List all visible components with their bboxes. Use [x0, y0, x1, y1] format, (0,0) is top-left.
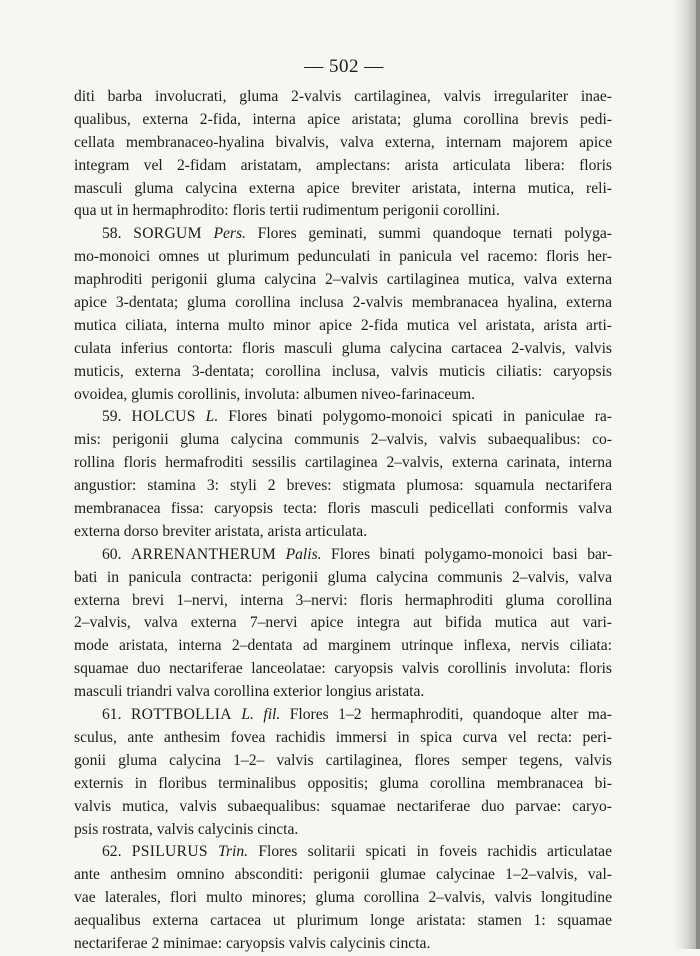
text-fragment: Flores binati polygomo-monoici spicati in paniculae ra-: [228, 408, 612, 426]
text-line: externa dorso breviter aristata, arista articulata.: [74, 522, 368, 540]
genus-authority: Pers.: [213, 225, 246, 243]
paragraph-genus-61: [74, 704, 612, 841]
entry-number: 62.: [102, 843, 122, 861]
text-line: rollina floris hermafroditi sessilis cartilaginea 2–valvis, externa carinata, interna: [74, 454, 612, 472]
paragraph-genus-58: [74, 223, 612, 406]
text-line: diti barba involucrati, gluma 2-valvis cartilaginea, valvis irregulariter inae-: [74, 88, 612, 105]
entry-number: 59.: [102, 408, 122, 426]
genus-name: ARRENANTHERUM: [130, 545, 277, 563]
text-fragment: Flores solitarii spicati in foveis rachidis articulatae: [258, 843, 612, 861]
paragraph-genus-59: [74, 406, 612, 543]
text-line: valvis mutica, valvis subaequalibus: squamae nectariferae duo parvae: caryo-: [74, 797, 612, 815]
text-fragment: Flores geminati, summi quandoque ternati polyga-: [257, 225, 613, 243]
genus-authority: L.: [205, 408, 219, 426]
text-line: gonii gluma calycina 1–2– valvis cartilaginea, flores semper tegens, valvis: [74, 751, 612, 769]
genus-name: HOLCUS: [131, 408, 196, 426]
text-line: externis in floribus terminalibus oppositis; gluma corollina membranacea bi-: [74, 774, 612, 792]
text-line: membranacea fissa: caryopsis tecta: floris masculi pedicellati conformis valva: [74, 500, 612, 518]
paragraph-genus-60: [74, 544, 612, 704]
text-line: angustior: stamina 3: styli 2 breves: stigmata plumosa: squamula nectarifera: [74, 477, 612, 495]
text-line: mo-monoici omnes ut plurimum pedunculati in panicula vel racemo: floris her-: [74, 248, 612, 266]
text-line: mode aristata, interna 2–dentata ad marginem utrinque inflexa, nervis ciliata:: [74, 637, 612, 655]
text-line: sculus, ante anthesim fovea rachidis immersi in spica curva vel recta: peri-: [74, 728, 612, 746]
text-line: vae laterales, flori multo minores; gluma corollina 2–valvis, valvis longitudine: [74, 889, 612, 907]
text-line: qua ut in hermaphrodito: floris tertii rudimentum perigonii corollini.: [74, 202, 500, 220]
entry-number: 61.: [102, 706, 122, 724]
text-line: masculi gluma calycina externa apice breviter aristata, interna mutica, reli-: [74, 179, 612, 197]
paragraph-continuation: [74, 86, 612, 223]
text-line: bati in panicula contracta: perigonii gluma calycina communis 2–valvis, valva: [74, 568, 612, 586]
genus-name: ROTTBOLLIA: [130, 706, 232, 724]
text-line: 2–valvis, valva externa 7–nervi apice integra aut bifida mutica aut vari-: [74, 614, 612, 632]
text-line: muticis, externa 3-dentata; corollina inclusa, valvis muticis ciliatis: caryopsis: [74, 362, 612, 380]
text-line: mis: perigonii gluma calycina communis 2–valvis, valvis subaequalibus: co-: [74, 431, 612, 449]
text-line: qualibus, externa 2-fida, interna apice aristata; gluma corollina brevis pedi-: [74, 110, 612, 128]
text-fragment: Flores 1–2 hermaphroditi, quandoque alter ma-: [289, 706, 612, 724]
page-edge: [696, 0, 700, 949]
text-line: culata inferius contorta: floris masculi gluma calycina cartacea 2-valvis, valvis: [74, 339, 612, 357]
genus-heading-line: [74, 704, 612, 727]
entry-number: 58.: [102, 225, 122, 243]
text-line: ovoidea, glumis corollinis, involuta: albumen niveo-farinaceum.: [74, 385, 476, 403]
text-line: psis rostrata, valvis calycinis cincta.: [74, 820, 299, 838]
genus-heading-line: [74, 841, 612, 864]
genus-heading-line: [74, 223, 612, 246]
genus-heading-line: [74, 406, 612, 429]
body-text: [74, 86, 612, 956]
text-line: masculi triandri valva corollina exterior longius aristata.: [74, 683, 425, 701]
page-number: — 502 —: [304, 56, 384, 77]
text-line: squamae duo nectariferae lanceolatae: caryopsis valvis corollinis involuta: floris: [74, 660, 612, 678]
text-line: mutica ciliata, interna multo minor apice 2-fida mutica vel aristata, arista arti-: [74, 316, 612, 334]
genus-authority: Palis.: [285, 545, 322, 563]
text-line: nectariferae 2 minimae: caryopsis valvis calycinis cincta.: [74, 934, 431, 952]
genus-authority: Trin.: [218, 843, 249, 861]
text-line: externa brevi 1–nervi, interna 3–nervi: floris hermaphroditi gluma corollina: [74, 591, 612, 609]
genus-authority: L. fil.: [241, 706, 281, 724]
entry-number: 60.: [102, 545, 122, 563]
text-line: integram vel 2-fidam aristatam, amplectans: arista articulata libera: floris: [74, 156, 612, 174]
text-line: cellata membranaceo-hyalina bivalvis, valva externa, internam majorem apice: [74, 133, 612, 151]
genus-name: PSILURUS: [131, 843, 208, 861]
paragraph-genus-62: [74, 841, 612, 955]
genus-name: SORGUM: [133, 225, 202, 243]
text-line: apice 3-dentata; gluma corollina inclusa 2-valvis membranacea hyalina, externa: [74, 294, 612, 312]
text-line: ante anthesim omnino absconditi: perigonii glumae calycinae 1–2–valvis, val-: [74, 866, 612, 884]
text-line: aequalibus externa cartacea ut plurimum longe aristata: stamen 1: squamae: [74, 912, 612, 930]
text-line: maphroditi perigonii gluma calycina 2–valvis cartilaginea mutica, valva externa: [74, 271, 612, 289]
genus-heading-line: [74, 544, 612, 567]
text-fragment: Flores binati polygamo-monoici basi bar-: [331, 545, 613, 563]
